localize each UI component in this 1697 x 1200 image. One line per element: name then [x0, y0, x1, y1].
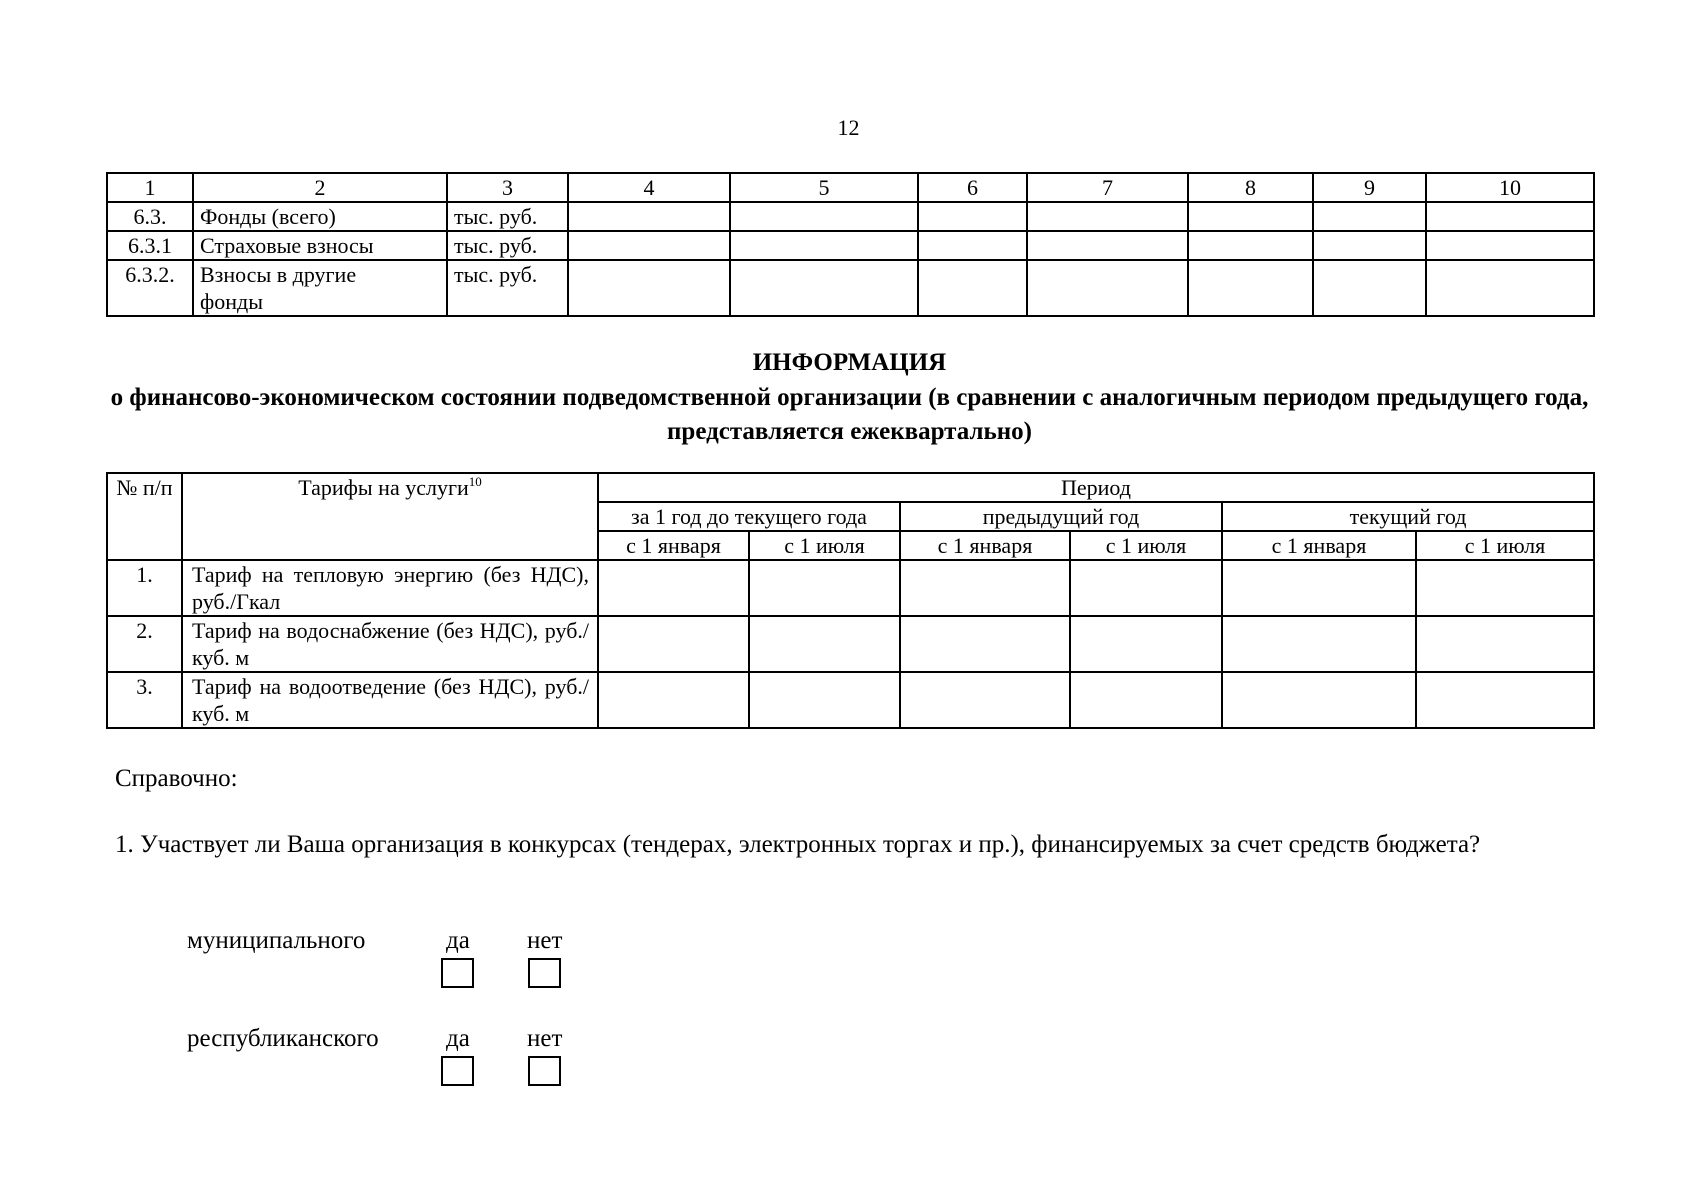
input-cell[interactable] [1222, 616, 1416, 672]
input-cell[interactable] [900, 672, 1070, 728]
row-number: 1. [107, 560, 182, 616]
date-header: с 1 января [1222, 531, 1416, 560]
input-cell[interactable] [730, 231, 918, 260]
input-cell[interactable] [730, 202, 918, 231]
input-cell[interactable] [1222, 672, 1416, 728]
row-number: 6.3.2. [107, 260, 193, 316]
column-number: 6 [918, 173, 1027, 202]
row-number: 6.3.1 [107, 231, 193, 260]
column-number: 2 [193, 173, 447, 202]
column-number: 3 [447, 173, 568, 202]
row-number: 6.3. [107, 202, 193, 231]
row-name: Тариф на водоотведение (без НДС), руб./куб. м [182, 672, 598, 728]
column-number: 1 [107, 173, 193, 202]
date-header: с 1 января [900, 531, 1070, 560]
municipal-yes-checkbox[interactable] [441, 958, 474, 988]
indicators-table-continuation [106, 172, 1595, 317]
column-header-tariffs-label: Тарифы на услуги [298, 475, 469, 500]
input-cell[interactable] [749, 616, 900, 672]
row-name-line: фонды [200, 289, 264, 314]
row-unit: тыс. руб. [447, 260, 568, 316]
input-cell[interactable] [1188, 260, 1313, 316]
input-cell[interactable] [598, 560, 749, 616]
tariffs-table [106, 472, 1595, 729]
row-unit: тыс. руб. [447, 202, 568, 231]
date-header: с 1 июля [749, 531, 900, 560]
row-name: Фонды (всего) [193, 202, 447, 231]
footnote-marker: 10 [468, 474, 482, 489]
input-cell[interactable] [1416, 560, 1594, 616]
input-cell[interactable] [730, 260, 918, 316]
input-cell[interactable] [1027, 202, 1188, 231]
republican-yes-checkbox[interactable] [441, 1056, 474, 1086]
input-cell[interactable] [1416, 616, 1594, 672]
column-number: 10 [1426, 173, 1594, 202]
table-row [107, 202, 1594, 231]
period-header: за 1 год до текущего года [598, 502, 900, 531]
input-cell[interactable] [1313, 202, 1426, 231]
row-name [193, 260, 447, 316]
input-cell[interactable] [598, 616, 749, 672]
row-name: Тариф на водоснабжение (без НДС), руб./куб. м [182, 616, 598, 672]
input-cell[interactable] [568, 231, 730, 260]
table-header-row [107, 173, 1594, 202]
input-cell[interactable] [918, 260, 1027, 316]
input-cell[interactable] [900, 616, 1070, 672]
input-cell[interactable] [749, 672, 900, 728]
input-cell[interactable] [568, 202, 730, 231]
table-row [107, 560, 1594, 616]
table-row [107, 672, 1594, 728]
reference-label: Справочно: [115, 765, 238, 792]
column-number: 5 [730, 173, 918, 202]
input-cell[interactable] [918, 231, 1027, 260]
column-number: 4 [568, 173, 730, 202]
period-header: текущий год [1222, 502, 1594, 531]
option-label-municipal: муниципального [187, 927, 366, 954]
table-header-row [107, 473, 1594, 502]
table-row [107, 260, 1594, 316]
input-cell[interactable] [918, 202, 1027, 231]
input-cell[interactable] [1188, 202, 1313, 231]
input-cell[interactable] [749, 560, 900, 616]
input-cell[interactable] [1070, 560, 1222, 616]
input-cell[interactable] [1313, 260, 1426, 316]
option-yes-label: да [446, 927, 470, 954]
input-cell[interactable] [1313, 231, 1426, 260]
section-subtitle: о финансово-экономическом состоянии подведомственной организации (в сравнении с аналогичным периодом предыдущего года, представляется ежеквартально) [110, 384, 1589, 445]
column-number: 9 [1313, 173, 1426, 202]
input-cell[interactable] [568, 260, 730, 316]
input-cell[interactable] [1070, 616, 1222, 672]
input-cell[interactable] [1426, 231, 1594, 260]
row-name-line: Взносы в другие [200, 262, 357, 287]
input-cell[interactable] [1416, 672, 1594, 728]
date-header: с 1 января [598, 531, 749, 560]
column-number: 7 [1027, 173, 1188, 202]
municipal-no-checkbox[interactable] [528, 958, 561, 988]
column-header-number: № п/п [107, 473, 182, 560]
input-cell[interactable] [1426, 260, 1594, 316]
page-number: 12 [837, 115, 860, 140]
column-header-tariffs [182, 473, 598, 560]
column-number: 8 [1188, 173, 1313, 202]
input-cell[interactable] [1426, 202, 1594, 231]
period-header: предыдущий год [900, 502, 1222, 531]
question-1: 1. Участвует ли Ваша организация в конкурсах (тендерах, электронных торгах и пр.), финансируемых за счет средств бюджета? [115, 831, 1481, 858]
row-number: 3. [107, 672, 182, 728]
input-cell[interactable] [1027, 231, 1188, 260]
date-header: с 1 июля [1070, 531, 1222, 560]
table-row [107, 616, 1594, 672]
section-title: ИНФОРМАЦИЯ [752, 349, 947, 376]
republican-no-checkbox[interactable] [528, 1056, 561, 1086]
option-no-label: нет [527, 1025, 563, 1052]
input-cell[interactable] [1070, 672, 1222, 728]
row-unit: тыс. руб. [447, 231, 568, 260]
option-no-label: нет [527, 927, 563, 954]
row-name: Тариф на тепловую энергию (без НДС), руб./Гкал [182, 560, 598, 616]
input-cell[interactable] [1222, 560, 1416, 616]
table-row [107, 231, 1594, 260]
column-header-period: Период [598, 473, 1594, 502]
option-label-republican: республиканского [187, 1025, 379, 1052]
input-cell[interactable] [1027, 260, 1188, 316]
row-name: Страховые взносы [193, 231, 447, 260]
date-header: с 1 июля [1416, 531, 1594, 560]
option-yes-label: да [446, 1025, 470, 1052]
input-cell[interactable] [1188, 231, 1313, 260]
row-number: 2. [107, 616, 182, 672]
input-cell[interactable] [598, 672, 749, 728]
input-cell[interactable] [900, 560, 1070, 616]
